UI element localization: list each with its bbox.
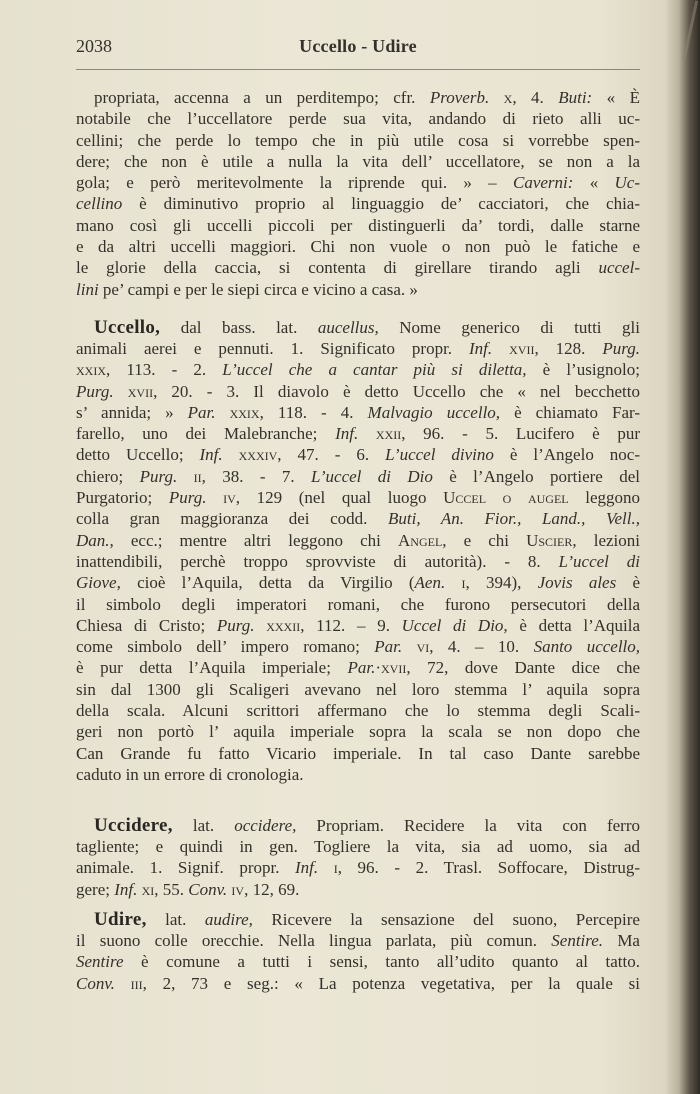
text-line [76,636,640,657]
text-line [76,359,640,380]
italic-text: Inf. [335,424,359,444]
text-line [76,151,640,172]
italic-text: L’uccel di [558,551,641,571]
text-line [76,402,640,423]
text-line [76,679,640,700]
text-run: Purgatorio; [76,488,169,508]
text-run: gola; e però meritevolmente la riprende qui. » – [76,173,513,193]
small-caps-text: ii [193,466,202,486]
italic-text: lini [76,279,99,299]
small-caps-text: iv [223,488,236,508]
text-line [76,764,640,785]
text-line [76,951,640,972]
text-run: propriata, accenna a un perditempo; cfr. [94,88,430,107]
text-run: , 394), [465,573,538,593]
italic-text: Inf. [469,338,493,358]
small-caps-text: i [461,573,466,593]
text-run [177,467,193,486]
text-run: è chiamato Far- [500,402,641,422]
text-line [76,338,640,359]
italic-text: Malvagio uccello, [367,402,501,422]
text-run: dal bass. lat. [160,317,318,337]
text-run: è diminutivo proprio al linguaggio de’ cacciatori, che chia- [122,194,640,214]
small-caps-text: xxix [229,402,260,422]
text-run: , 55. [154,879,189,899]
text-run: , 4. – 10. [429,637,534,657]
italic-text: Uccel di Dio, [401,615,508,635]
text-run [358,424,376,443]
text-run: animale. 1. Signif. propr. [76,858,296,878]
text-run [489,88,503,107]
text-run: Propriam. Recidere la vita con ferro [296,815,640,835]
small-caps-text: xxxii [266,615,301,635]
text-run: , 96. - 2. Trasl. Soffocare, Distrug- [337,858,640,878]
text-line [76,423,640,444]
text-line [76,257,640,278]
italic-text: Purg. [139,466,178,486]
italic-text: L’uccel divino [385,445,494,465]
text-line [76,193,640,214]
text-run: , 38. - 7. [201,466,312,486]
text-line [76,551,640,572]
small-caps-text: i [333,858,338,878]
italic-text: Uc- [614,173,640,193]
text-line [76,815,640,836]
text-line [76,87,640,108]
text-run: è comune a tutti i sensi, tanto all’udito quanto al tatto. [123,952,640,972]
small-caps-text: xxix [76,360,106,380]
text-run: colla gran maggioranza dei codd. [76,509,388,529]
text-line [76,743,640,764]
italic-text: audire, [204,909,253,929]
text-run: e da altri uccelli maggiori. Chi non vuole o non può le fatiche e [76,237,640,257]
text-run: Ricevere la sensazione del suono, Percepire [252,909,640,929]
text-line [76,215,640,236]
text-run: s’ annida; » [76,402,188,422]
text-run [492,339,509,358]
text-run: è l’Angelo noc- [493,445,640,465]
small-caps-text: x [503,88,513,107]
italic-text: Purg. [168,488,207,508]
small-caps-text: Angel [398,530,443,550]
text-line [76,909,640,930]
italic-text: Par. [187,402,216,422]
text-run: chiero; [76,466,140,486]
text-run: , 112. – 9. [300,615,402,635]
text-line [76,172,640,193]
italic-text: aucellus, [317,317,379,337]
italic-text: Jovis ales [537,573,617,593]
text-run: notabile che l’uccellatore perde sua vita, andando di rieto alli uc- [76,109,640,129]
text-run: , 128. [534,338,603,358]
text-run: gere; [76,879,115,899]
page-number: 2038 [76,36,112,56]
small-caps-text: xvii [509,338,535,358]
text-line [76,836,640,857]
text-run: inattendibili, perchè troppo sprovviste di autorità). - 8. [76,551,559,571]
text-run [223,445,239,464]
text-run: della scala. Alcuni scrittori affermano che lo stemma degli Scali- [76,701,640,720]
small-caps-text: Uscier [526,530,573,550]
text-run [445,573,461,592]
text-line [76,130,640,151]
italic-text: uccel- [598,258,640,278]
headword: Uccello, [94,316,161,338]
italic-text: L’uccel che a cantar più si diletta, [222,360,527,380]
text-line [76,879,640,900]
italic-text: Caverni: [512,173,574,193]
italic-text: Par. [374,637,403,657]
text-line [76,317,640,338]
text-run: mano così gli uccelli piccoli per distinguerli da’ tordi, dalle starne [76,215,640,235]
text-line [76,108,640,129]
text-run: il simbolo degli imperatori romani, che furono persecutori della [76,594,640,614]
text-run [115,974,131,993]
text-run [255,616,267,635]
italic-text: occidere, [234,815,297,835]
text-run: è detta l’Aquila [507,615,641,635]
text-run: · [375,658,381,678]
text-run: è l’Angelo portiere del [432,466,640,486]
text-line [76,572,640,593]
italic-text: Purg. [216,615,255,635]
text-run: , lezioni [572,530,640,550]
text-line [76,487,640,508]
text-line [76,466,640,487]
text-run: « [573,173,615,193]
text-run [206,488,223,507]
text-run: , 20. - 3. Il diavolo è detto Uccello che « nel becchetto [153,381,641,401]
italic-text: Inf. [199,445,223,465]
running-head: Uccello - Udire [299,36,417,56]
small-caps-text: iv [231,879,245,899]
header-rule [76,69,640,70]
text-line [76,657,640,678]
text-run: detto Uccello; [76,445,200,465]
text-run: leggono [568,488,641,508]
text-run: lat. [172,815,235,835]
entry-udire [76,909,640,994]
text-line [76,381,640,402]
text-run: caduto in un errore di cronologia. [76,764,304,784]
text-run: , e chi [442,530,527,550]
entry-uccello [76,317,640,786]
text-run: dere; che non è utile a nulla la vita dell’ uccellatore, se non a la [76,151,640,171]
italic-text: Sentire [76,952,124,972]
italic-text: Sentire. [551,931,604,951]
headword: Uccidere, [94,814,173,836]
small-caps-text: xxxiv [238,445,278,465]
text-run: Nome generico di tutti gli [378,317,640,337]
entry-uccidere [76,815,640,900]
text-line [76,508,640,529]
text-run: tagliente; e quindi in gen. Togliere la vita, sia ad uomo, sia ad [76,837,640,857]
italic-text: Purg. [602,338,641,358]
text-run: geri non portò l’ aquila imperiale sopra la scala se non dopo che [76,722,640,742]
text-run: , 113. - 2. [106,360,223,380]
page-header [76,36,640,62]
text-run: , 96. - 5. Lucifero è pur [401,424,640,444]
text-run: è [616,573,641,593]
page-body [76,87,640,994]
text-line [76,236,640,257]
text-run: come simbolo dell’ impero romano; [76,637,375,657]
text-run [318,858,334,877]
text-run [216,403,230,422]
italic-text: Par. [347,658,376,678]
text-run: farello, uno dei Malebranche; [76,424,336,444]
italic-text: Dan., [76,530,114,550]
text-run: , 12, 69. [244,879,300,899]
book-binding-shadow [683,0,698,59]
text-run: è pur detta l’Aquila imperiale; [76,658,348,678]
italic-text: Buti, An. Fior., Land., Vell., [387,509,640,529]
italic-text: Buti: [558,88,593,107]
italic-text: Santo uccello, [533,637,641,657]
text-line [76,973,640,994]
text-run: Ma [603,931,640,951]
text-run: cioè l’Aquila, detta da Virgilio ( [120,573,415,593]
small-caps-text: vi [416,637,430,657]
text-run: , 129 (nel qual luogo [235,488,444,508]
text-run: , 118. - 4. [259,402,368,422]
italic-text: Inf. [114,879,138,899]
italic-text: Giove, [76,573,121,593]
text-line [76,279,640,300]
text-run: « È [592,88,640,107]
text-run [402,637,416,656]
text-run: è l’usignolo; [526,360,640,380]
text-line [76,530,640,551]
text-line [76,857,640,878]
text-run: il suono colle orecchie. Nella lingua parlata, più comun. [76,931,552,951]
text-run: animali aerei e pennuti. 1. Significato propr. [76,338,470,358]
headword: Udire, [94,908,147,930]
text-run: sin dal 1300 gli Scaligeri avevano nel loro stemma l’ aquila sopra [76,679,640,699]
text-run: , 72, dove Dante dice che [406,658,641,678]
text-run: cellini; che perde lo tempo che in più utile cosa si vorrebbe spen- [76,130,640,150]
italic-text: Inf. [295,858,319,878]
italic-text: L’uccel di Dio [311,466,433,486]
italic-text: Proverb. [429,88,490,107]
small-caps-text: xxii [375,424,402,444]
italic-text: Aen. [414,573,446,593]
text-line [76,721,640,742]
text-run: pe’ campi e per le siepi circa e vicino a casa. » [98,279,418,299]
small-caps-text: xi [141,879,155,899]
text-line [76,930,640,951]
text-run [114,382,128,401]
text-run: ecc.; mentre altri leggono chi [113,530,398,550]
italic-text: Conv. [76,973,115,993]
italic-text: cellino [76,194,123,214]
small-caps-text: iii [130,973,143,993]
italic-text: Purg. [76,381,114,401]
text-run: , 47. - 6. [277,445,386,465]
italic-text: Conv. [188,879,228,899]
text-run: le glorie della caccia, si contenta di girellare tirando agli [76,258,599,278]
text-run: Chiesa di Cristo; [76,615,217,635]
text-run: Can Grande fu fatto Vicario imperiale. In tal caso Dante sarebbe [76,743,640,763]
small-caps-text: xvii [381,658,407,678]
text-line [76,700,640,721]
text-line [76,594,640,615]
text-line [76,444,640,465]
small-caps-text: xvii [127,381,154,401]
text-run: lat. [146,909,205,929]
text-run: , 2, 73 e seg.: « La potenza vegetativa, per la quale si [142,973,641,993]
text-line [76,615,640,636]
small-caps-text: Uccel o augel [443,488,569,508]
text-run: , 4. [512,88,559,107]
entry-paragraph-continuation [76,87,640,300]
